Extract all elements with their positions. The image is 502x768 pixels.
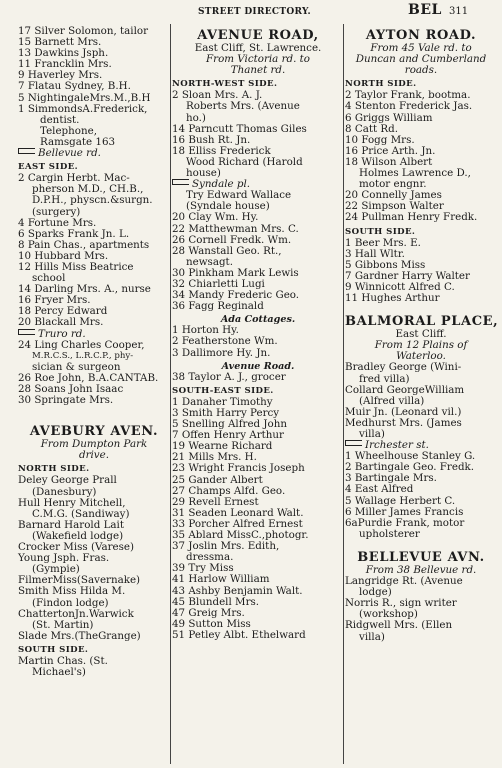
directory-entry: 22 Simpson Walter	[345, 200, 444, 213]
directory-entry: 43 Ashby Benjamin Walt.	[172, 584, 303, 597]
directory-entry: Michael's)	[32, 666, 86, 679]
directory-entry: 47 Greig Mrs.	[172, 606, 245, 619]
directory-entry: Hull Henry Mitchell,	[18, 496, 126, 509]
directory-entry: 30 Pinkham Mark Lewis	[172, 266, 299, 279]
directory-entry: 4 Stenton Frederick Jas.	[345, 100, 473, 113]
directory-entry: ho.)	[186, 111, 206, 124]
directory-entry: 1 Horton Hy.	[172, 324, 239, 337]
side-heading: SOUTH SIDE.	[345, 226, 416, 237]
directory-entry: 14 Darling Mrs. A., nurse	[18, 283, 151, 296]
directory-entry: Young Jsph. Fras.	[18, 552, 110, 565]
directory-entry: 1 SimmondsA.Frederick,	[18, 102, 148, 115]
directory-entry: (surgery)	[32, 205, 81, 218]
side-heading: NORTH SIDE.	[18, 464, 90, 475]
directory-entry: Smith Miss Hilda M.	[18, 585, 126, 598]
subsection-heading: Ada Cottages.	[220, 314, 296, 326]
spacer	[345, 304, 497, 312]
directory-entry: ChattertonJn.Warwick	[18, 607, 134, 620]
directory-entry: 3 Dallimore Hy. Jn.	[172, 346, 271, 359]
running-title: STREET DIRECTORY.	[198, 7, 311, 17]
directory-entry: 39 Try Miss	[172, 562, 234, 575]
directory-entry: 1 Beer Mrs. E.	[345, 236, 421, 249]
spacer	[345, 540, 497, 548]
directory-entry: 28 Wanstall Geo. Rt.,	[172, 244, 282, 257]
directory-entry: (Syndale house)	[186, 200, 270, 213]
directory-entry: Slade Mrs.(TheGrange)	[18, 629, 141, 642]
street-location: roads.	[404, 64, 438, 77]
directory-entry: Medhurst Mrs. (James	[345, 416, 462, 429]
directory-entry: 18 Wilson Albert	[345, 155, 433, 168]
directory-entry: 25 Gander Albert	[172, 473, 263, 486]
street-location: Waterloo.	[396, 350, 446, 363]
street-location: From 45 Vale rd. to	[370, 42, 472, 54]
directory-entry: Collard GeorgeWilliam	[345, 383, 465, 396]
directory-entry: 37 Joslin Mrs. Edith,	[172, 540, 280, 553]
directory-entry: 10 Hubbard Mrs.	[18, 249, 109, 262]
directory-entry: 16 Bush Rt. Jn.	[172, 133, 251, 146]
street-location: From Dumpton Park	[40, 438, 148, 451]
directory-entry: 41 Harlow William	[172, 573, 270, 586]
directory-entry: 38 Taylor A. J., grocer	[172, 370, 286, 383]
street-heading: BALMORAL PLACE,	[345, 314, 499, 330]
directory-entry: Muir Jn. (Leonard vil.)	[345, 405, 462, 418]
directory-entry: villa)	[359, 428, 385, 440]
cross-street-marker: Truro rd.	[18, 329, 170, 340]
directory-entry: fred villa)	[359, 372, 410, 385]
directory-entry: 36 Fagg Reginald	[172, 300, 264, 313]
street-location: East Cliff.	[395, 328, 447, 341]
directory-entry: school	[32, 272, 66, 285]
directory-entry: 27 Champs Alfd. Geo.	[172, 484, 286, 497]
directory-entry: Deley George Prall	[18, 474, 117, 487]
directory-entry: 9 Winnicott Alfred C.	[345, 280, 455, 293]
directory-entry: 49 Sutton Miss	[172, 617, 251, 630]
directory-entry: Try Edward Wallace	[186, 189, 292, 202]
directory-entry: 35 Ablard MissC.,photogr.	[172, 529, 309, 542]
header-code: BEL	[408, 2, 442, 18]
directory-entry: 23 Wright Francis Joseph	[172, 462, 305, 475]
directory-entry: 12 Hills Miss Beatrice	[18, 260, 134, 273]
directory-entry: (Wakefield lodge)	[32, 529, 124, 542]
directory-entry: Holmes Lawrence D.,	[359, 167, 471, 180]
street-location: Thanet rd.	[230, 64, 286, 77]
directory-entry: 24 Pullman Henry Fredk.	[345, 211, 478, 224]
directory-entry: villa)	[359, 630, 385, 643]
directory-entry: M.R.C.S., L.R.C.P., phy-	[32, 350, 134, 361]
directory-entry: motor engnr.	[359, 178, 427, 191]
directory-entry: dressma.	[186, 551, 234, 564]
directory-entry: 30 Springate Mrs.	[18, 394, 114, 407]
directory-entry: 6 Miller James Francis	[345, 505, 464, 518]
street-heading: AVENUE ROAD,	[197, 28, 319, 43]
directory-entry: 8 Catt Rd.	[345, 122, 399, 135]
column-left	[18, 26, 170, 678]
directory-entry: 5 NightingaleMrs.M.,B.H	[18, 91, 151, 104]
directory-entry: 45 Blundell Mrs.	[172, 595, 260, 608]
directory-entry: 3 Hall Wltr.	[345, 247, 405, 260]
directory-entry: (St. Martin)	[32, 618, 94, 631]
directory-entry: 14 Parncutt Thomas Giles	[172, 122, 307, 135]
directory-entry: 6 Griggs William	[345, 111, 433, 124]
directory-entry: 20 Connelly James	[345, 189, 442, 202]
directory-entry: 1 Wheelhouse Stanley G.	[345, 450, 476, 463]
directory-entry: 18 Elliss Frederick	[172, 144, 271, 157]
directory-entry: 22 Matthewman Mrs. C.	[172, 222, 299, 235]
directory-entry: 33 Porcher Alfred Ernest	[172, 517, 303, 530]
directory-entry: Bradley George (Wini-	[345, 361, 462, 374]
side-heading: NORTH SIDE.	[345, 79, 417, 90]
directory-entry: 3 Smith Harry Percy	[172, 407, 280, 419]
directory-entry: 2 Cargin Herbt. Mac-	[18, 172, 130, 185]
directory-entry: 2 Bartingale Geo. Fredk.	[345, 461, 475, 474]
directory-entry: house)	[186, 167, 221, 180]
street-location: drive.	[79, 449, 109, 462]
directory-entry: 34 Mandy Frederic Geo.	[172, 289, 300, 302]
directory-entry: 15 Barnett Mrs.	[18, 36, 102, 49]
directory-entry: Telephone,	[40, 124, 97, 137]
street-location: Duncan and Cumberland	[355, 53, 487, 66]
directory-entry: Langridge Rt. (Avenue	[345, 575, 463, 588]
spacer	[18, 406, 170, 422]
directory-entry: 4 East Alfred	[345, 483, 414, 496]
directory-entry: Wood Richard (Harold	[186, 155, 303, 168]
directory-entry: Barnard Harold Lait	[18, 518, 124, 531]
column-middle	[172, 26, 344, 641]
street-heading: AVEBURY AVEN.	[29, 424, 159, 440]
directory-entry: (Danesbury)	[32, 485, 97, 498]
directory-entry: (Alfred villa)	[359, 394, 425, 407]
directory-entry: 10 Fogg Mrs.	[345, 133, 415, 146]
street-location: From 38 Bellevue rd.	[365, 563, 477, 576]
street-location: East Cliff, St. Lawrence.	[194, 42, 322, 54]
side-heading: EAST SIDE.	[18, 162, 79, 173]
directory-entry: 5 Gibbons Miss	[345, 258, 426, 271]
directory-entry: D.P.H., physcn.&surgn.	[32, 194, 153, 207]
directory-entry: pherson M.D., CH.B.,	[32, 183, 144, 196]
directory-entry: lodge)	[359, 586, 392, 599]
cross-street-marker: Bellevue rd.	[18, 148, 170, 159]
directory-entry: 3 Bartingale Mrs.	[345, 472, 437, 485]
column-right	[345, 26, 497, 643]
directory-entry: 6 Sparks Frank Jn. L.	[18, 227, 130, 240]
directory-entry: 5 Wallage Herbert C.	[345, 494, 456, 507]
directory-entry: 17 Silver Solomon, tailor	[18, 25, 148, 37]
directory-entry: 7 Flatau Sydney, B.H.	[18, 80, 131, 93]
directory-entry: sician & surgeon	[32, 360, 121, 373]
directory-entry: 21 Mills Mrs. H.	[172, 451, 257, 464]
directory-entry: 20 Clay Wm. Hy.	[172, 211, 259, 224]
directory-entry: 1 Danaher Timothy	[172, 395, 273, 408]
directory-entry: 2 Sloan Mrs. A. J.	[172, 89, 263, 102]
directory-entry: 29 Revell Ernest	[172, 495, 259, 508]
side-heading: SOUTH SIDE.	[18, 644, 89, 655]
side-heading: NORTH-WEST SIDE.	[172, 79, 278, 90]
directory-entry: upholsterer	[359, 527, 420, 540]
directory-entry: 4 Fortune Mrs.	[18, 216, 97, 229]
street-heading: AYTON ROAD.	[365, 28, 477, 43]
directory-entry: Ridgwell Mrs. (Ellen	[345, 619, 453, 632]
page-header	[0, 2, 502, 20]
directory-entry: (Gympie)	[32, 563, 80, 576]
street-location: From 12 Plains of	[374, 339, 468, 352]
side-heading: SOUTH-EAST SIDE.	[172, 385, 274, 396]
directory-entry: 16 Price Arth. Jn.	[345, 144, 436, 157]
directory-entry: Martin Chas. (St.	[18, 654, 108, 667]
cross-street-marker: Syndale pl.	[172, 179, 344, 190]
directory-entry: Crocker Miss (Varese)	[18, 541, 135, 554]
column-rule-left	[170, 24, 171, 764]
directory-entry: 26 Roe John, B.A.CANTAB.	[18, 371, 159, 384]
directory-entry: 13 Dawkins Jsph.	[18, 47, 109, 60]
directory-entry: (workshop)	[359, 608, 418, 621]
directory-entry: Norris R., sign writer	[345, 597, 457, 610]
directory-entry: 7 Gardner Harry Walter	[345, 269, 470, 282]
directory-entry: dentist.	[40, 113, 80, 126]
directory-entry: 31 Seaden Leonard Walt.	[172, 506, 304, 519]
directory-entry: 11 Hughes Arthur	[345, 292, 440, 305]
directory-entry: 5 Snelling Alfred John	[172, 418, 287, 431]
directory-entry: 32 Chiarletti Lugi	[172, 277, 265, 290]
directory-entry: 16 Fryer Mrs.	[18, 294, 91, 307]
directory-entry: 19 Wearne Richard	[172, 440, 273, 453]
directory-entry: 18 Percy Edward	[18, 305, 108, 318]
directory-entry: 28 Soans John Isaac	[18, 383, 124, 395]
directory-entry: newsagt.	[186, 255, 233, 268]
directory-entry: 2 Taylor Frank, bootma.	[345, 89, 471, 102]
subsection-heading: Avenue Road.	[221, 360, 295, 372]
street-heading: BELLEVUE AVN.	[357, 549, 485, 565]
directory-entry: Ramsgate 163	[40, 135, 116, 148]
directory-entry: C.M.G. (Sandiway)	[32, 507, 130, 520]
directory-entry: 2 Featherstone Wm.	[172, 335, 278, 348]
directory-entry: 9 Haverley Mrs.	[18, 69, 103, 82]
directory-entry: 8 Pain Chas., apartments	[18, 238, 150, 251]
directory-entry: 7 Offen Henry Arthur	[172, 429, 284, 442]
directory-entry: FilmerMiss(Savernake)	[18, 574, 141, 587]
street-location: From Victoria rd. to	[206, 53, 310, 66]
directory-entry: 26 Cornell Fredk. Wm.	[172, 233, 292, 246]
cross-street-marker: Irchester st.	[345, 440, 497, 451]
directory-entry: Roberts Mrs. (Avenue	[186, 100, 300, 113]
page-number: 311	[449, 6, 469, 17]
directory-entry: 11 Francklin Mrs.	[18, 58, 112, 71]
directory-entry: 6aPurdie Frank, motor	[345, 516, 465, 529]
directory-entry: 20 Blackall Mrs.	[18, 316, 104, 329]
directory-entry: (Findon lodge)	[32, 596, 109, 609]
directory-entry: 51 Petley Albt. Ethelward	[172, 628, 306, 641]
directory-entry: 24 Ling Charles Cooper,	[18, 338, 145, 351]
